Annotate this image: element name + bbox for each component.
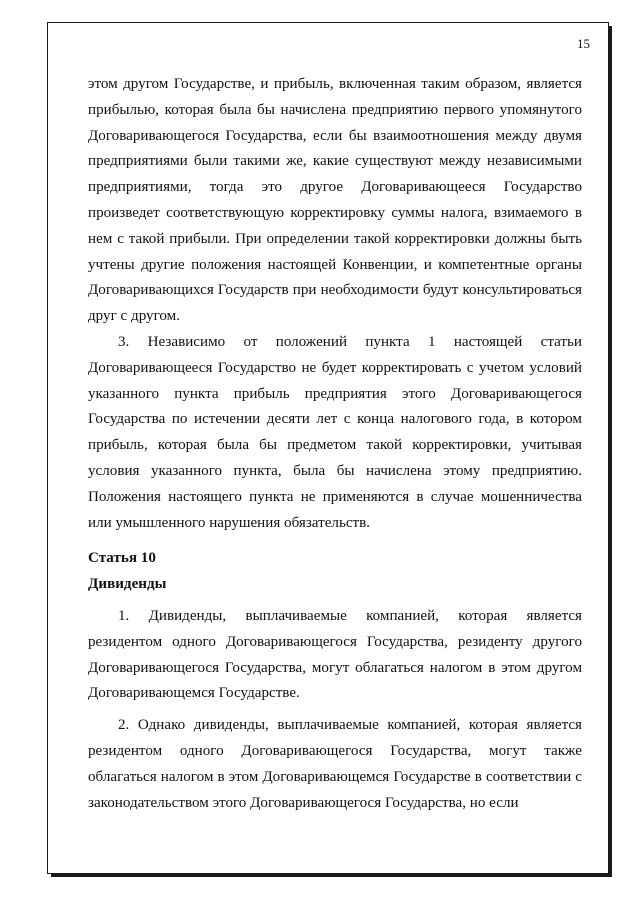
article-10-paragraph-1: 1. Дивиденды, выплачиваемые компанией, которая является резидентом одного Договаривающегося Государства, резиденту другого Договаривающегося Государства, могут облагаться налогом в этом другом Договаривающемся Государстве.: [88, 607, 582, 702]
page-frame-shadow-bottom: [51, 874, 612, 877]
article-number: Статья 10: [88, 550, 156, 567]
article-10-paragraph-2: 2. Однако дивиденды, выплачиваемые компанией, которая является резидентом одного Договаривающегося Государства, могут также облагаться налогом в этом Договаривающемся Государстве в соответствии с законодательством этого Договаривающегося Государства, но если: [88, 717, 582, 811]
paragraph-3: 3. Независимо от положений пункта 1 настоящей статьи Договаривающееся Государство не будет корректировать с учетом условий указанного пункта прибыль предприятия этого Договаривающегося Государства по истечении десяти лет с конца налогового года, в котором прибыль, которая была бы предметом такой корректировки, учитывая условия указанного пункта, была бы начислена этому предприятию. Положения настоящего пункта не применяются в случае мошенничества или умышленного нарушения обязательств.: [88, 333, 582, 531]
paragraph-continued: этом другом Государстве, и прибыль, включенная таким образом, является прибылью, которая была бы начислена предприятию первого упомянутого Договаривающегося Государства, если бы взаимоотношения между двумя предприятиями были такими же, какие существуют между независимыми предприятиями, тогда это другое Договаривающееся Государство произведет соответствующую корректировку суммы налога, взимаемого в нем с такой прибыли. При определении такой корректировки должны быть учтены другие положения настоящей Конвенции, и компетентные органы Договаривающихся Государств при необходимости будут консультироваться друг с другом.: [88, 76, 582, 325]
page-number: 15: [577, 36, 590, 51]
page-frame-shadow-right: [609, 26, 612, 876]
article-title: Дивиденды: [88, 576, 167, 593]
document-body: [88, 72, 582, 816]
